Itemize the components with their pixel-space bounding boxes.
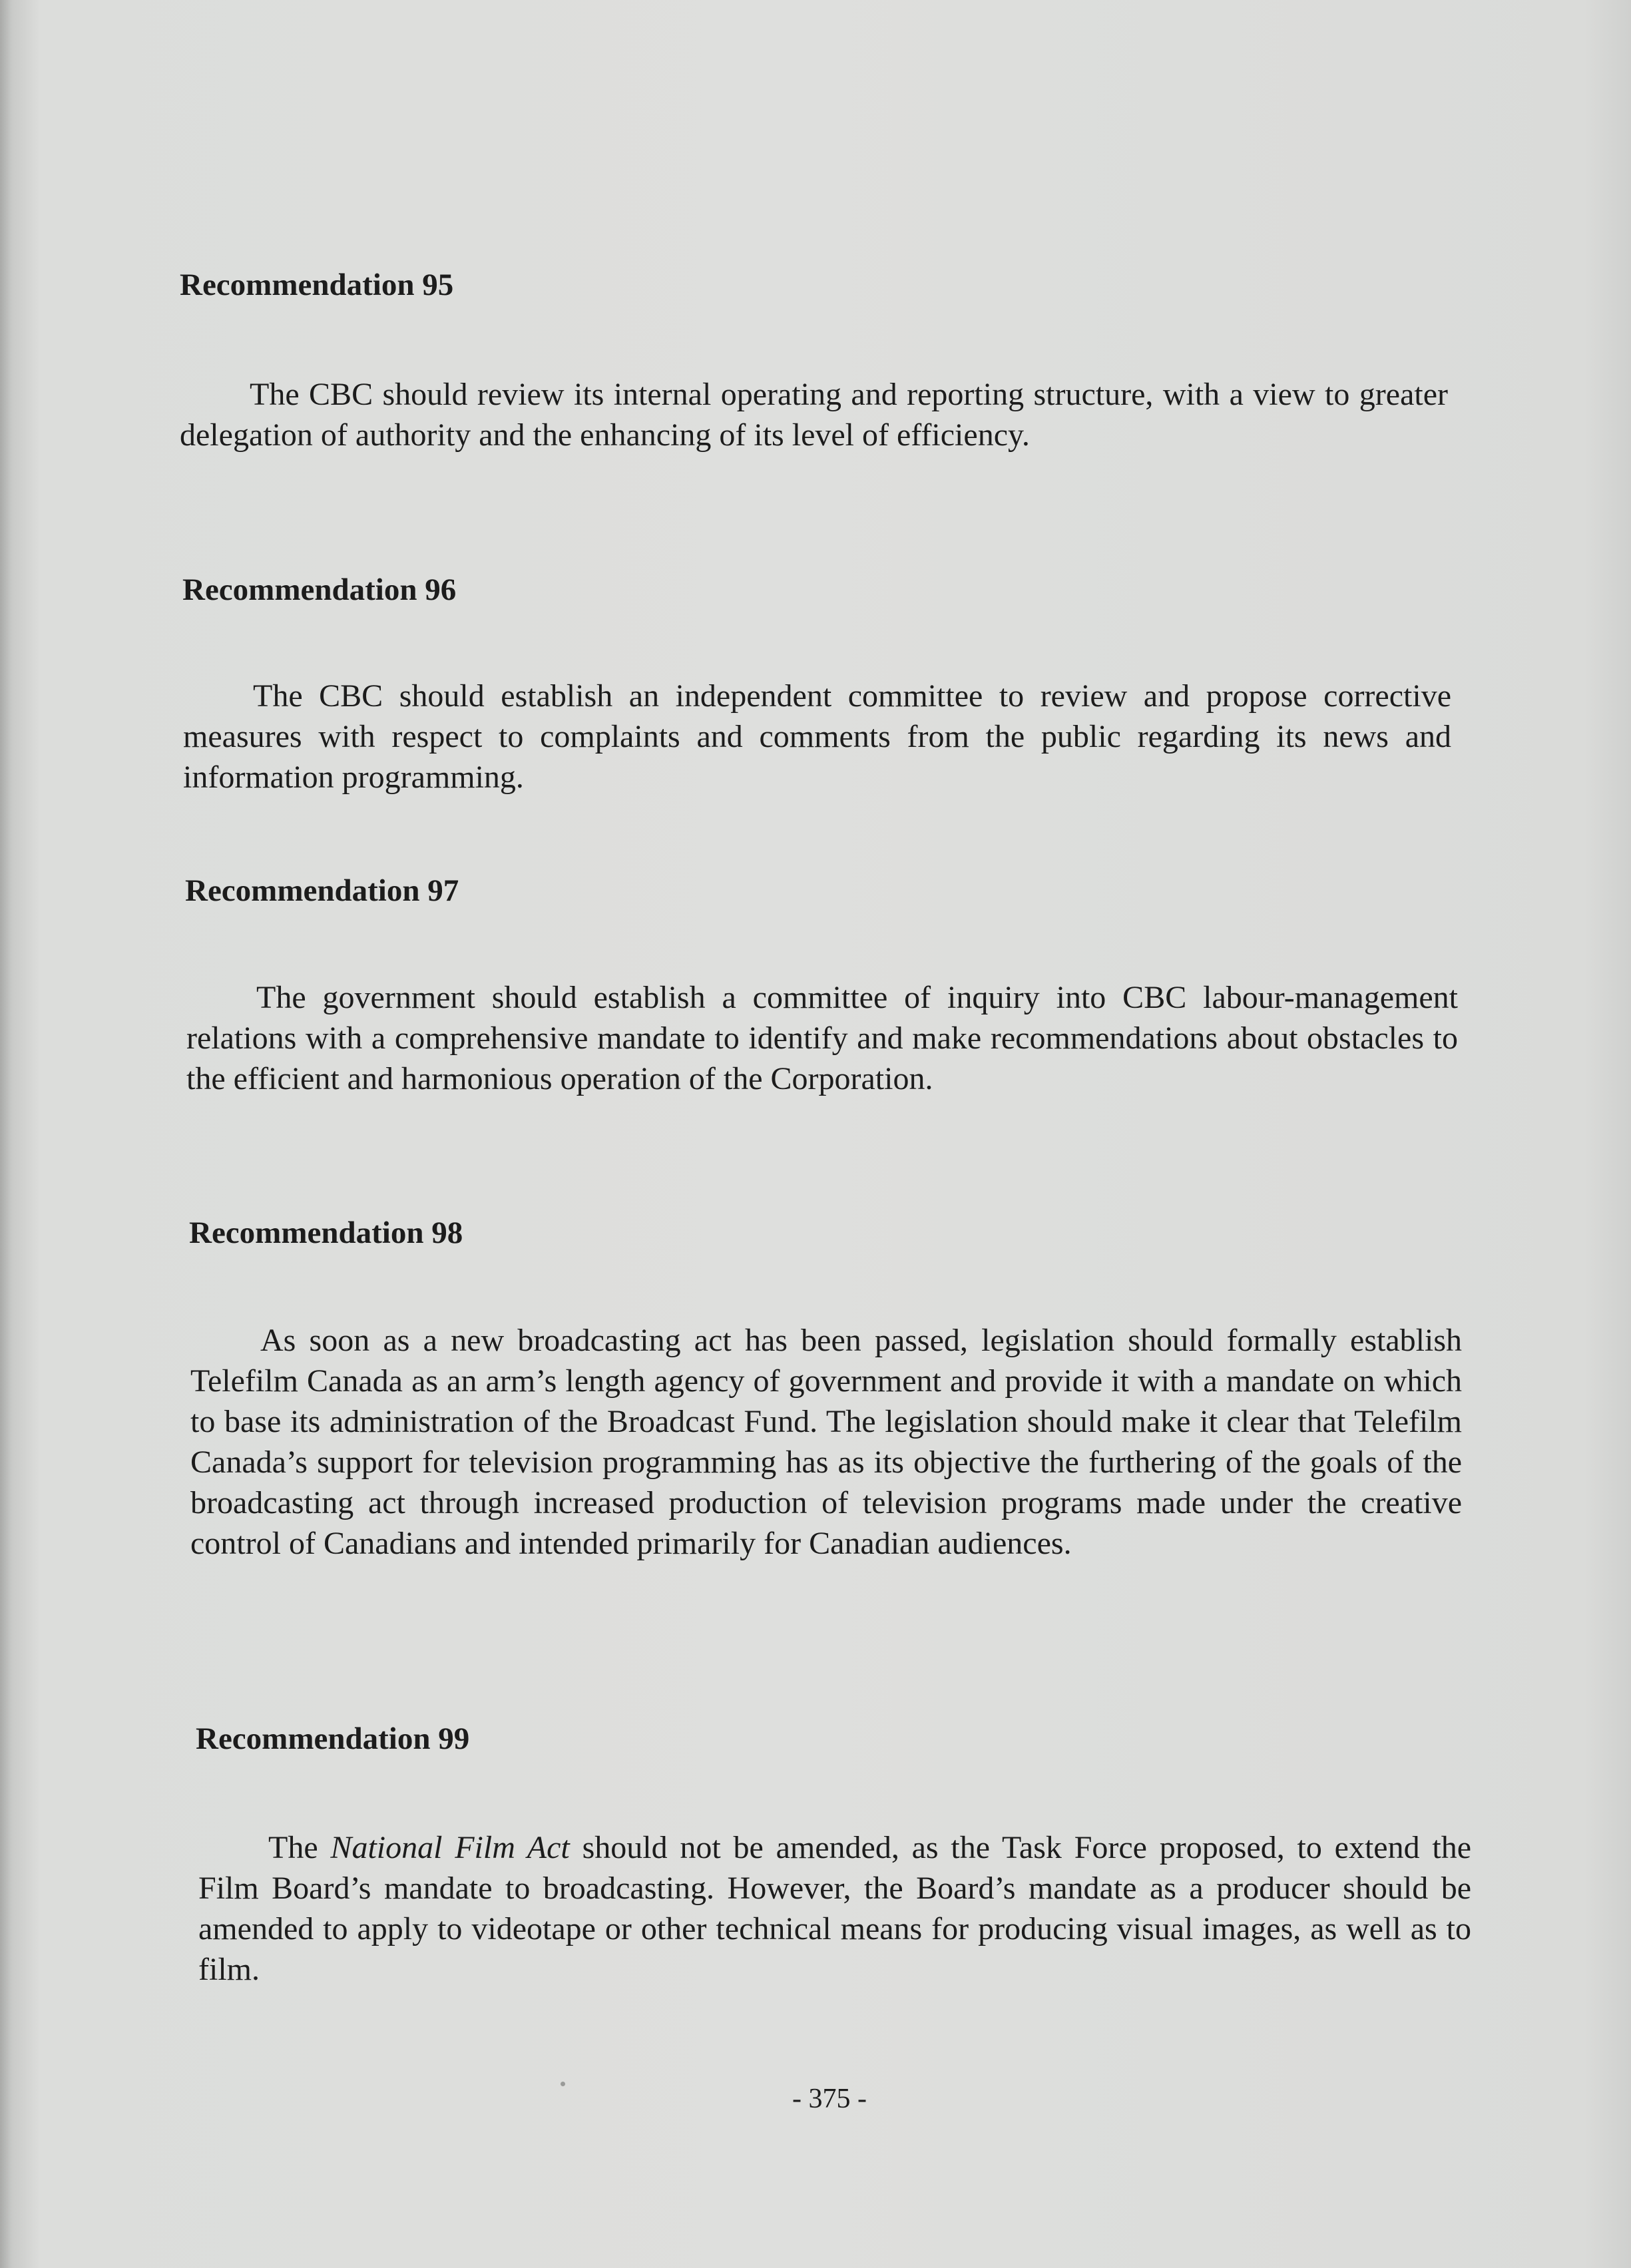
recommendation-heading: Recommendation 95: [180, 268, 454, 302]
recommendation-heading: Recommendation 98: [189, 1216, 463, 1250]
recommendation-text: The CBC should review its internal operating and reporting structure, with a view to greater delegation of authority and the enhancing of its level of efficiency.: [180, 377, 1448, 453]
recommendation-heading: Recommendation 99: [196, 1721, 470, 1756]
act-title: National Film Act: [330, 1830, 570, 1865]
recommendation-heading: Recommendation 96: [182, 572, 457, 607]
recommendation-heading: Recommendation 97: [185, 873, 459, 908]
recommendation-text: As soon as a new broadcasting act has been passed, legislation should formally establish Telefilm Canada as an arm’s length agency of government and provide it with a mandate on which to base its administration of the Broadcast Fund. The legislation should make it clear that Telefilm Canada’s support for television programming has as its objective the furthering of the goals of the broadcasting act through increased production of television programs made under the creative control of Canadians and intended primarily for Canadian audiences.: [190, 1323, 1462, 1561]
recommendation-text: The government should establish a committee of inquiry into CBC labour-management relations with a comprehensive mandate to identify and make recommendations about obstacles to the efficient and harmonious operation of the Corporation.: [186, 980, 1458, 1096]
recommendation-text: The National Film Act should not be amended, as the Task Force proposed, to extend the Film Board’s mandate to broadcasting. However, the Board’s mandate as a producer should be amended to apply to videotape or other technical means for producing visual images, as well as to film.: [198, 1830, 1472, 1987]
recommendation-text: The CBC should establish an independent committee to review and propose corrective measures with respect to complaints and comments from the public regarding its news and information programming.: [183, 678, 1451, 795]
page-number: - 375 -: [792, 2084, 867, 2114]
speck-mark: [561, 2082, 565, 2086]
